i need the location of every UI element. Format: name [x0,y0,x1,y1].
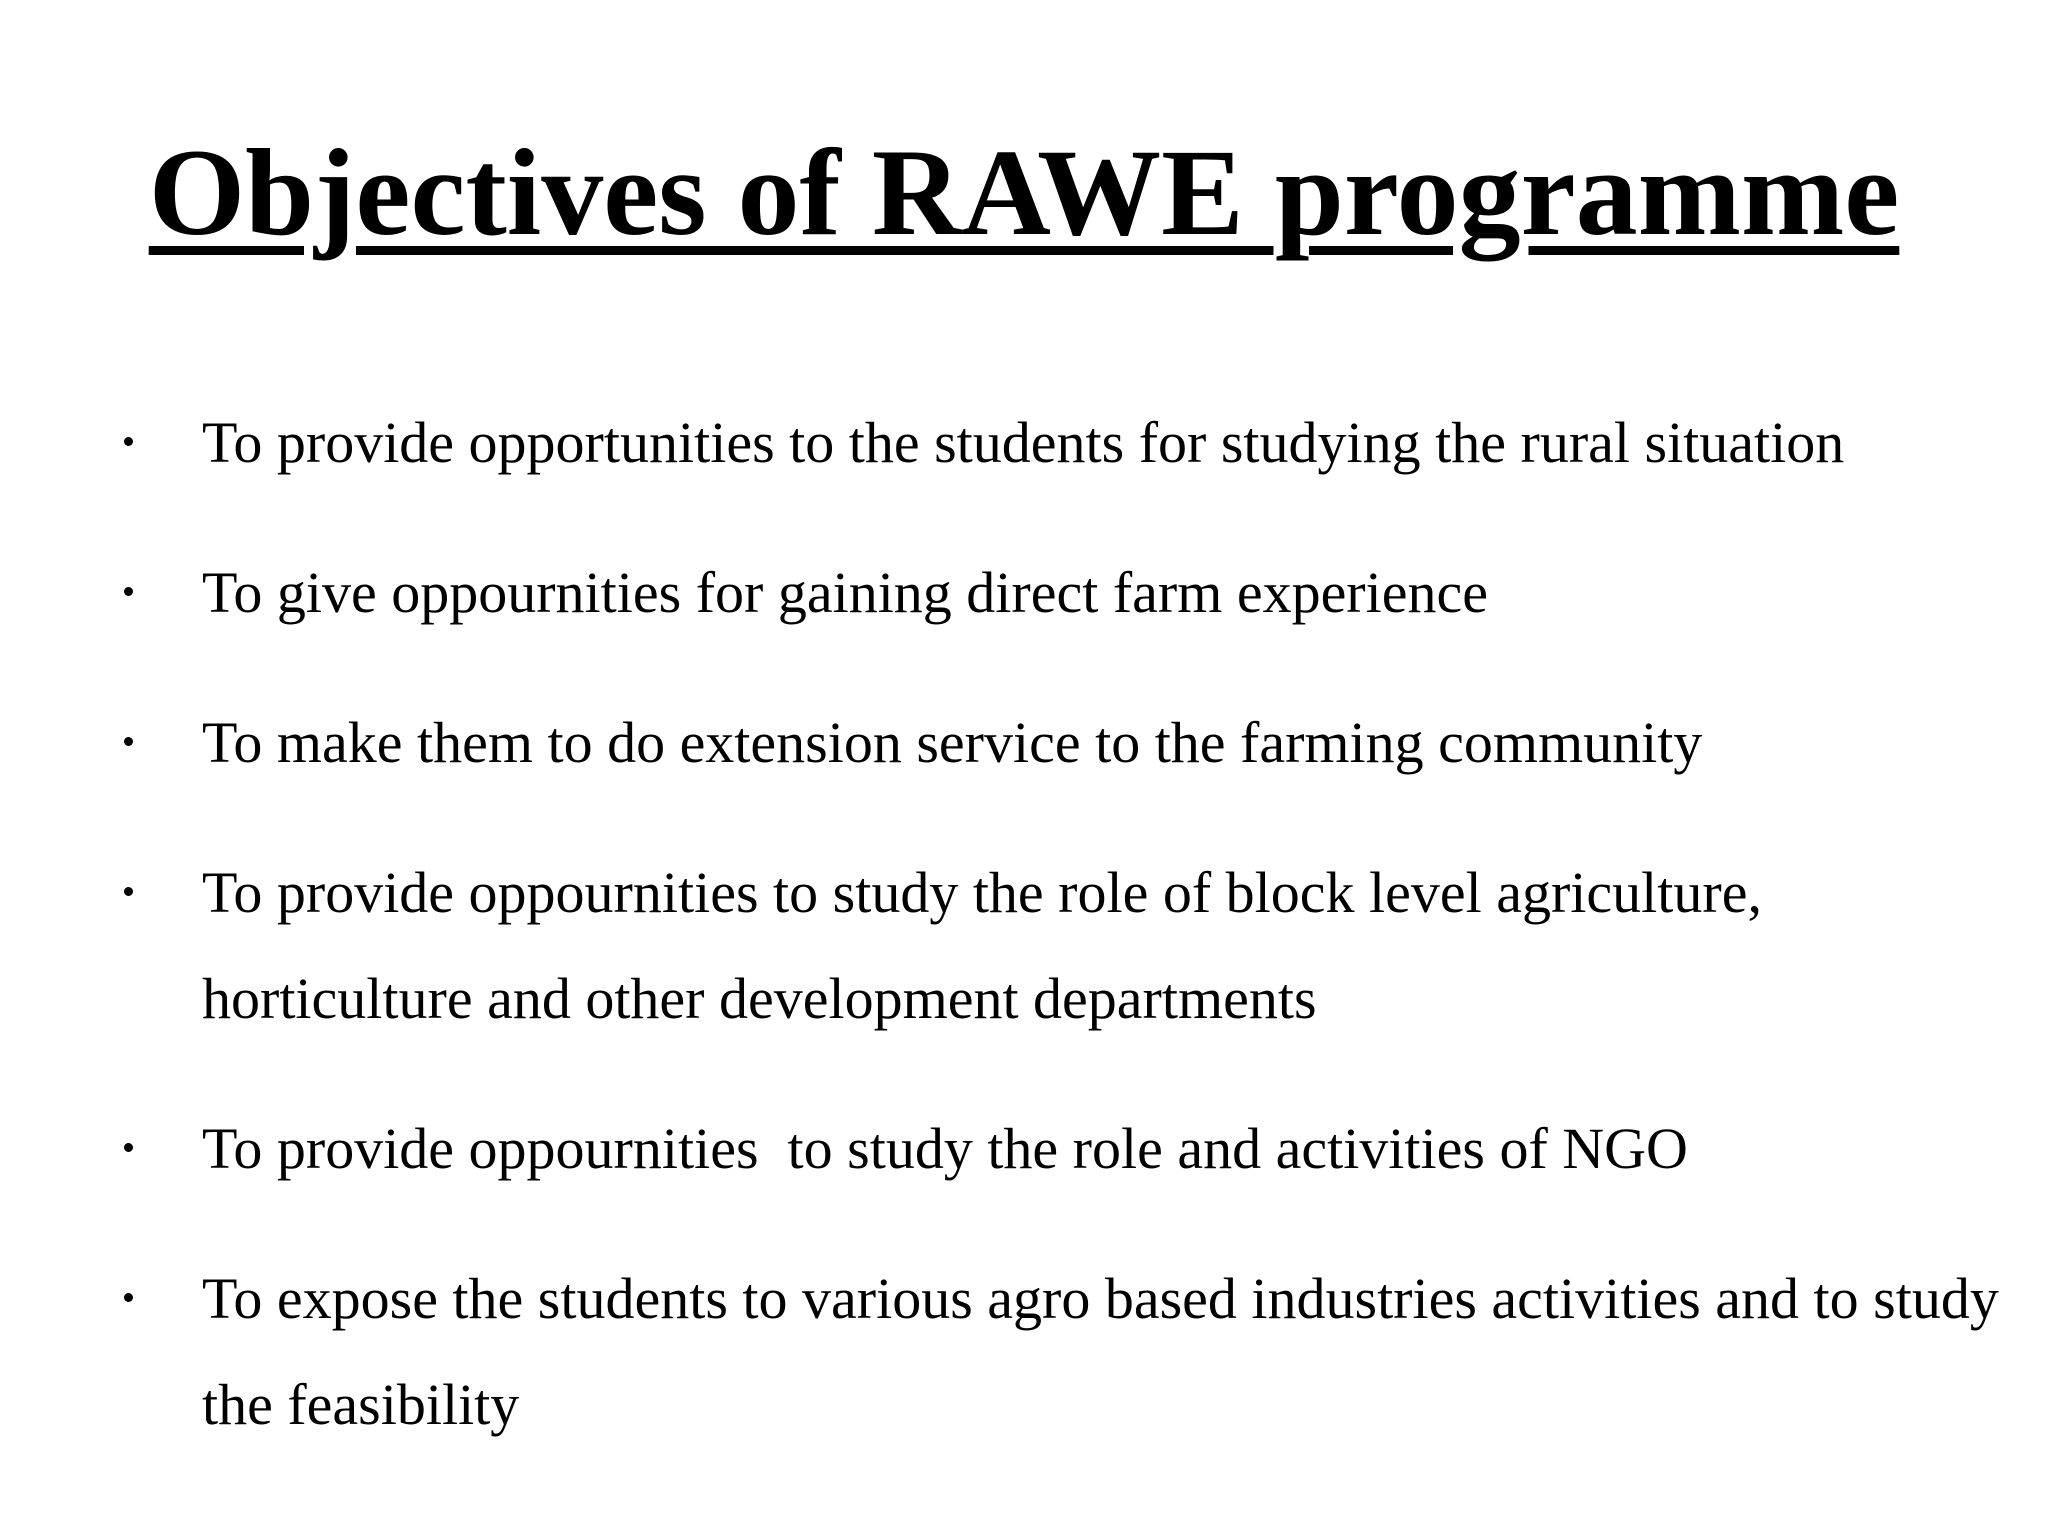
slide-title: Objectives of RAWE programme [148,124,1900,261]
list-item [0,390,2032,496]
bullet-text: To expose the students to various agro based industries activities and to study the feasibility [202,1266,1999,1437]
list-item [0,690,2032,796]
list-item [0,1096,2032,1202]
objectives-list [0,390,2048,1502]
bullet-icon [124,437,133,446]
bullet-text: To make them to do extension service to the farming community [202,710,1703,775]
bullet-text: To provide opportunities to the students for studying the rural situation [202,410,1845,475]
bullet-icon [124,587,133,596]
list-item [0,1246,2032,1458]
bullet-icon [124,1143,133,1152]
bullet-icon [124,1293,133,1302]
list-item [0,840,2032,1052]
bullet-text: To provide oppournities to study the role of block level agriculture, horticulture and other development departments [202,860,1762,1031]
list-item [0,540,2032,646]
bullet-icon [124,887,133,896]
bullet-icon [124,737,133,746]
bullet-text: To provide oppournities to study the role and activities of NGO [202,1116,1688,1181]
bullet-text: To give oppournities for gaining direct farm experience [202,560,1488,625]
